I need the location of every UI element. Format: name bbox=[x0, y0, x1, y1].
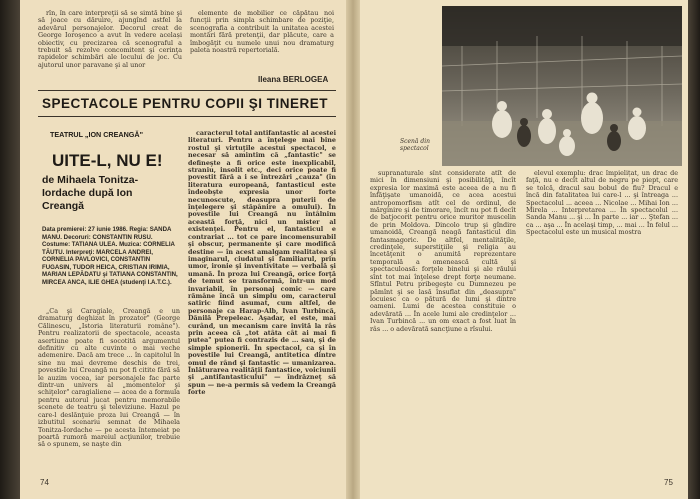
article-column-2: caracterul total antifantastic al acestei literaturi. Pentru a înţelege mai bine rostul şi virtuţile acestui spectacol, e necesar să amintim că „fantastic" se defineşte a fi orice este inexplicabil, straniu, insolit etc., deci orice poate fi povestit fără a i se întrezări „cauza" (în literatura europeană, fantasticul este îndeobşte expresia unor forte necunoscute, deasupra puterii de înţelegere şi stăpânire a omului). În povestile lui Creangă nu întâlnim această forţă, nici un mister al existenţei. Pentru el, fantasticul e contrariat ... tot ce pare incomensurabil şi obscur, permanente şi care modifică destine — în acest amalgam realitatea şi imaginarul, ciudatul şi familiarul, prin umor, ironie şi inventivitate — verbală şi umană. În proza lui Creangă, orice forţă de temut se transformă, într-un mod invariabil, în personaj comic — care rămâne încă un simplu om, caracterul satiric fiind asumat, cum altfel, de personaje ca Harap-Alb, Ivan Turbincă, Dănilă Prepeleac. Aşadar, el este, mai curând, un mecanism care invită la râs prin aceea că „tot atâta cât ai mai fi putea" putea fi contrazis de ... sau, şi de simple spionerii. În spectacol, ca şi în povestile lui Creangă, antitetica dintre omul de rând şi fantastic — umanizarea. Înlăturarea realităţii fantastice, voiciunii şi „antifantasticului" — îndrăzneţ să spun — ne-a permis să vedem la Creangă forte bbox=[188, 130, 336, 397]
right-column-2: elevul exemplu: drac împielițat, un drac de faţă, nu e decît altul de negru pe piept, care se tolcă, dracul sau bobul de fiu? Dracul e încă din fatalitatea lui care-l ... şi întreaga ... Spectacolul ... aceea ... Nicolae ... Mihai Ion ... Mirela ... Interpretarea ... În spectacolul ... Sanda Manu ... şi ... În parte ... iar ... Ştefan ... ca ... aşa ... În acelaşi timp, ... mai ... În felul ... Spectacolul este un musical mostra bbox=[526, 170, 678, 237]
section-title: SPECTACOLE PENTRU COPII ŞI TINERET bbox=[42, 96, 329, 111]
page-number-right: 75 bbox=[664, 478, 673, 487]
book-edge-left bbox=[0, 0, 20, 499]
intro-column-1: rîn, în care interpreţii să se simtă bine şi să joace cu dăruire, ajungînd astfel la adevărul personajelor. Decorul creat de George Ioroşenco a avut în vedere același obiectiv, cu precizarea că scenograful a trebuit să rezolve concomitent şi cerinţa rapidelor schimbări ale locului de joc. Cu ajutorul unor paravane şi al unor bbox=[38, 10, 182, 69]
theater-name: TEATRUL „ION CREANGĂ" bbox=[50, 130, 143, 139]
article-column-1: „Ca şi Caragiale, Creangă e un dramaturg deghizat în prozator" (George Călinescu, „Istoria literaturii române"). Pentru realizatorii de spectacole, aceasta asertiune poate fi socotită argumentul definitiv cu alte cuvinte o mai veche ademenire. Dacă am trece ... în capitolul în sine nu mai devreme deschis de trei, povestile lui Creangă nu pot fi citite fără să le auzim vocea, iar personajele fac parte dintr-un univers al „momentelor şi schiţelor" caragialiene — acea de a formula pentru autorul jucat pentru memorabile scenete de teatru şi televiziune. Hazul pe care-l deslănţuie proza lui Creangă — în izbutitul scenariu semnat de Mihaela Tonitza-Iordache — pe acesta întemeiat pe poartă rumoră mareiul acţiunilor, trebuie să o spunem, se naşte din bbox=[38, 308, 180, 449]
play-title: UITE-L, NU E! bbox=[52, 151, 163, 170]
production-credits: Data premierei: 27 iunie 1986. Regia: SANDA MANU. Decoruri: CONSTANTIN RUSU. Costume: TATIANA ULEA. Muzica: CORNELIA TĂUTU. Interpreţi: MARCELA ANDREI, CORNELIA PAVLOVICI, CONSTANTIN FUGASIN, TUDOR HEICA, CRISTIAN IRIMIA, MARIAN LEPĂDATU şi TATIANA CONSTANTIN, MIRCEA ANCA, ILIE GHEA (studenţi I.A.T.C.). bbox=[42, 226, 178, 286]
stage-scene-image bbox=[442, 6, 682, 166]
author-signature: Ileana BERLOGEA bbox=[258, 75, 329, 84]
right-column-1: supranaturale sînt considerate atît de mici în dimensiuni şi posibilităţi, încît expresia lor maximă este aceea de a nu fi înfăţişate umanoidă, ce acea acestui antropomorfism atît cel de ordinul, de mărginire şi de timorare, încît nu pot fi decît de batjocorit pentru orice muritor muscelin de prin Moldova. Dincolo trup şi gîndire umanoidă, Creangă neagă fantasticul din fantasmagoric. De altfel, mentalităţile, credinţele, superstiţiile şi religia au încetăţenit o anumită reprezentare temporală a omenească cultă şi spectaculoasă: forţele binelui şi ale răului sînt tot mai înţelese drept forţe neumane. Sfîntul Petru pribegeşte cu Dumnezeu pe pămînt şi se lasă însuflat din „deasupra" locuiesc ca o pătură de lumi şi dintre oameni. Lumi de acestea constituie o adevărată ... În acele lumi ale credinţelor ... Ivan Turbincă ... un om exact a fost luat în râs ... o adevărată sancţiune a rîsului. bbox=[370, 170, 516, 333]
play-byline: de Mihaela Tonitza-Iordache după Ion Creangă bbox=[42, 174, 139, 212]
section-rule-bottom bbox=[38, 116, 336, 117]
section-rule-top bbox=[38, 90, 336, 91]
intro-column-2: elemente de mobilier ce căpătau noi funcţii prin simpla schimbare de poziţie, scenografia a contribuit la unitatea acestei montări fără pretenţii, dar plăcute, care a îmbogăţit cu numele unui nou dramaturg paleta noastră repertorială. bbox=[190, 10, 334, 55]
photo-caption: Scenă din spectacol bbox=[400, 138, 430, 152]
page-gutter bbox=[346, 0, 360, 499]
stage-photo bbox=[442, 6, 682, 166]
page-number-left: 74 bbox=[40, 478, 49, 487]
book-edge-right bbox=[688, 0, 700, 499]
